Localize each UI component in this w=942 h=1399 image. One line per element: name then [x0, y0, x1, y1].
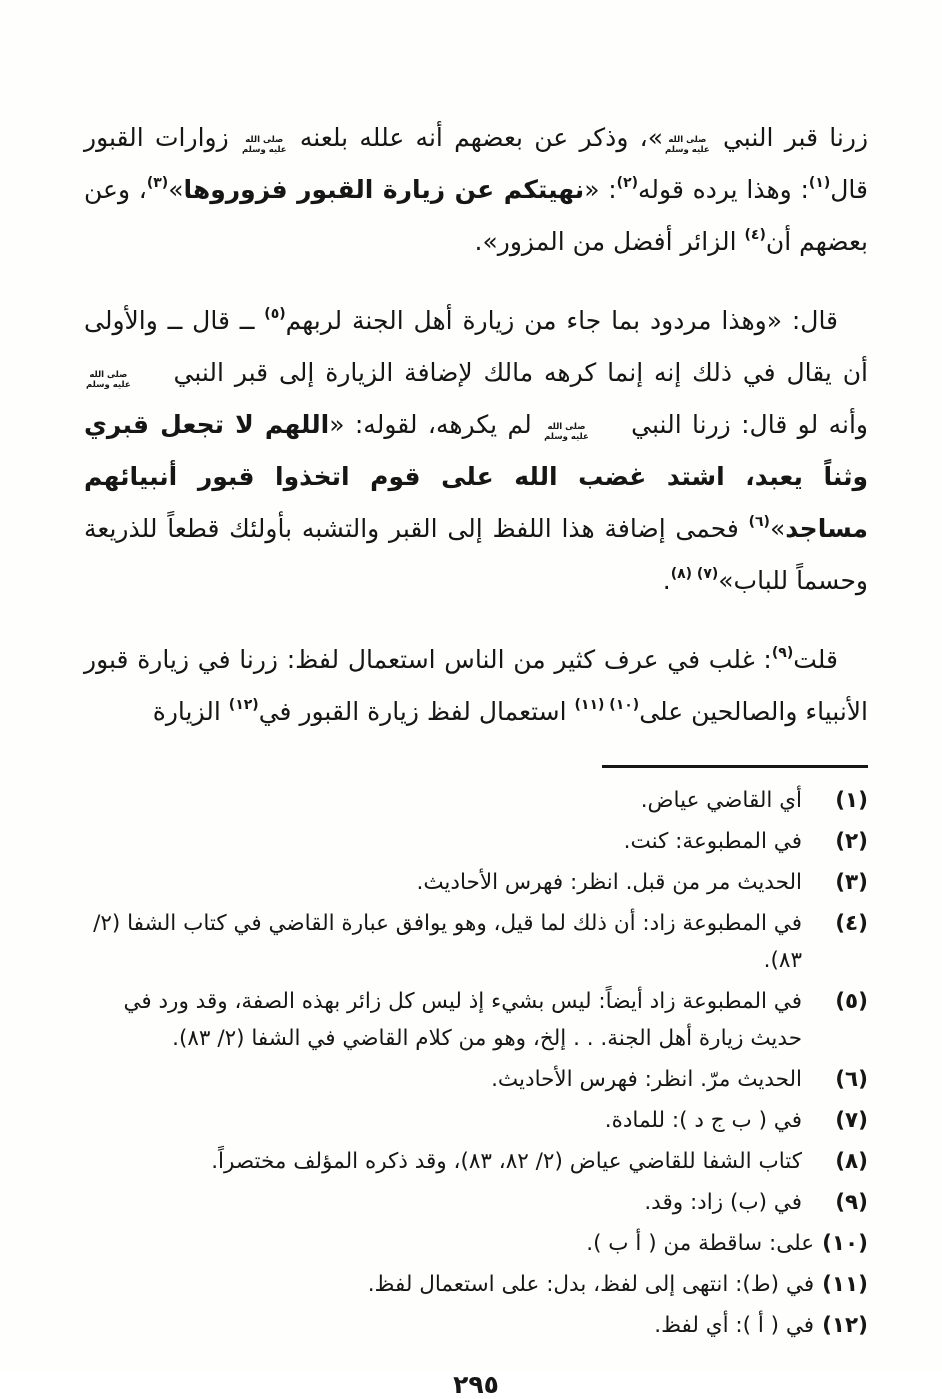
footnote-item	[84, 864, 868, 901]
footnote-number: (١١)	[822, 1272, 868, 1297]
footnote-item	[84, 1061, 868, 1098]
footnote-number: (٤)	[835, 911, 868, 936]
footnote-item	[84, 823, 868, 860]
saw-line-2: عليه وسلم	[665, 145, 710, 155]
footnote-ref: (٤)	[744, 227, 766, 243]
body-text	[84, 112, 868, 738]
saw-honorific-icon	[86, 371, 161, 391]
footnote-text: في المطبوعة زاد: أن ذلك لما قيل، وهو يوافق عبارة القاضي في كتاب الشفا (٢/ ٨٣).	[93, 911, 802, 973]
footnote-number: (١٢)	[822, 1313, 868, 1338]
footnote-number: (٨)	[835, 1149, 868, 1174]
footnote-text: في ( ب ج د ): للمادة.	[604, 1108, 802, 1133]
body-paragraph: قال: «وهذا مردود بما جاء من زيارة أهل الجنة لربهم$^{(٥)}$ ــ قال ــ والأولى أن يقال في ذلك إنه إنما كرهه مالك لإضافة الزيارة إلى قبر النبي صلى الله عليه وسلم وأنه لو قال: زرنا النبي صلى الله عليه وسلم لم يكرهه، لقوله: «اللهم لا تجعل قبري وثناً يعبد، اشتد غضب الله على قوم اتخذوا قبور أنبيائهم مساجد»$^{(٦)}$ فحمى إضافة هذا اللفظ إلى القبر والتشبه بأولئك قطعاً للذريعة وحسماً للباب»$^{(٧) (٨)}$.	[84, 306, 868, 595]
saw-honorific-icon	[665, 136, 710, 156]
footnote-number: (٣)	[835, 870, 868, 895]
saw-line-1: صلى الله	[668, 135, 707, 146]
footnote-text: في (ط): انتهى إلى لفظ، بدل: على استعمال لفظ.	[367, 1272, 815, 1297]
footnotes-section	[84, 782, 868, 1344]
saw-line-1: صلى الله	[547, 422, 586, 433]
page-number: ٢٩٥	[453, 1370, 499, 1399]
footnote-ref: (٧) (٨)	[670, 566, 719, 582]
hadith-quote: نهيتكم عن زيارة القبور فزوروها	[183, 175, 585, 204]
footnote-number: (١)	[835, 788, 868, 813]
saw-line-2: عليه وسلم	[241, 145, 287, 155]
footnote-item	[84, 905, 868, 979]
footnote-number: (١٠)	[822, 1231, 868, 1256]
footnote-item	[84, 983, 868, 1057]
footnote-item	[84, 782, 868, 819]
footnote-text: في ( أ ): أي لفظ.	[654, 1313, 815, 1338]
saw-line-2: عليه وسلم	[544, 432, 589, 442]
footnote-item	[84, 1225, 868, 1262]
footnote-number: (٧)	[835, 1108, 868, 1133]
footnote-text: في المطبوعة زاد أيضاً: ليس بشيء إذ ليس كل زائر بهذه الصفة، وقد ورد في حديث زيارة أهل الجنة. . . إلخ، وهو من كلام القاضي في الشفا (٢/ ٨٣).	[123, 989, 802, 1051]
footnote-item	[84, 1143, 868, 1180]
saw-line-1: صلى الله	[89, 370, 128, 381]
footnote-text: في المطبوعة: كنت.	[623, 829, 802, 854]
saw-line-1: صلى الله	[245, 135, 284, 146]
footnote-text: على: ساقطة من ( أ ب ).	[586, 1231, 815, 1256]
footnote-item	[84, 1266, 868, 1303]
footnote-ref: (٥)	[264, 306, 286, 322]
footnote-ref: (١)	[808, 175, 831, 191]
footnote-ref: (٢)	[616, 175, 639, 191]
footnote-item	[84, 1102, 868, 1139]
saw-honorific-icon	[544, 423, 619, 443]
saw-honorific-icon	[242, 136, 287, 156]
footnote-text: الحديث مر من قبل. انظر: فهرس الأحاديث.	[416, 870, 802, 895]
footnote-number: (٥)	[835, 989, 868, 1014]
body-paragraph: زرنا قبر النبي صلى الله عليه وسلم »، وذكر عن بعضهم أنه علله بلعنه صلى الله عليه وسلم زوارات القبور قال$^{(١)}$: وهذا يرده قوله$^{(٢)}$: «نهيتكم عن زيارة القبور فزوروها»$^{(٣)}$، وعن بعضهم أن$^{(٤)}$ الزائر أفضل من المزور».	[84, 123, 869, 256]
footnote-number: (٢)	[835, 829, 868, 854]
footnote-ref: (١٢)	[228, 697, 259, 713]
footnote-text: الحديث مرّ. انظر: فهرس الأحاديث.	[491, 1067, 802, 1092]
footnote-text: في (ب) زاد: وقد.	[644, 1190, 802, 1215]
saw-line-2: عليه وسلم	[86, 380, 131, 390]
footnote-item	[84, 1307, 868, 1344]
footnote-item	[84, 1184, 868, 1221]
footnote-text: أي القاضي عياض.	[640, 788, 802, 813]
footnote-number: (٦)	[835, 1067, 868, 1092]
footnote-text: كتاب الشفا للقاضي عياض (٢/ ٨٢، ٨٣)، وقد ذكره المؤلف مختصراً.	[211, 1149, 802, 1174]
footnote-ref: (١٠) (١١)	[574, 697, 640, 713]
footnote-number: (٩)	[835, 1190, 868, 1215]
footnote-ref: (٩)	[771, 645, 794, 661]
hadith-quote: اللهم لا تجعل قبري وثناً يعبد، اشتد غضب الله على قوم اتخذوا قبور أنبيائهم مساجد	[84, 410, 868, 543]
footnote-ref: (٣)	[146, 175, 169, 191]
footnote-separator	[602, 765, 868, 768]
footnote-ref: (٦)	[748, 514, 770, 530]
body-paragraph: قلت$^{(٩)}$: غلب في عرف كثير من الناس استعمال لفظ: زرنا في زيارة قبور الأنبياء والصالحين على$^{(١٠) (١١)}$ استعمال لفظ زيارة القبور في$^{(١٢)}$ الزيارة	[84, 645, 868, 726]
